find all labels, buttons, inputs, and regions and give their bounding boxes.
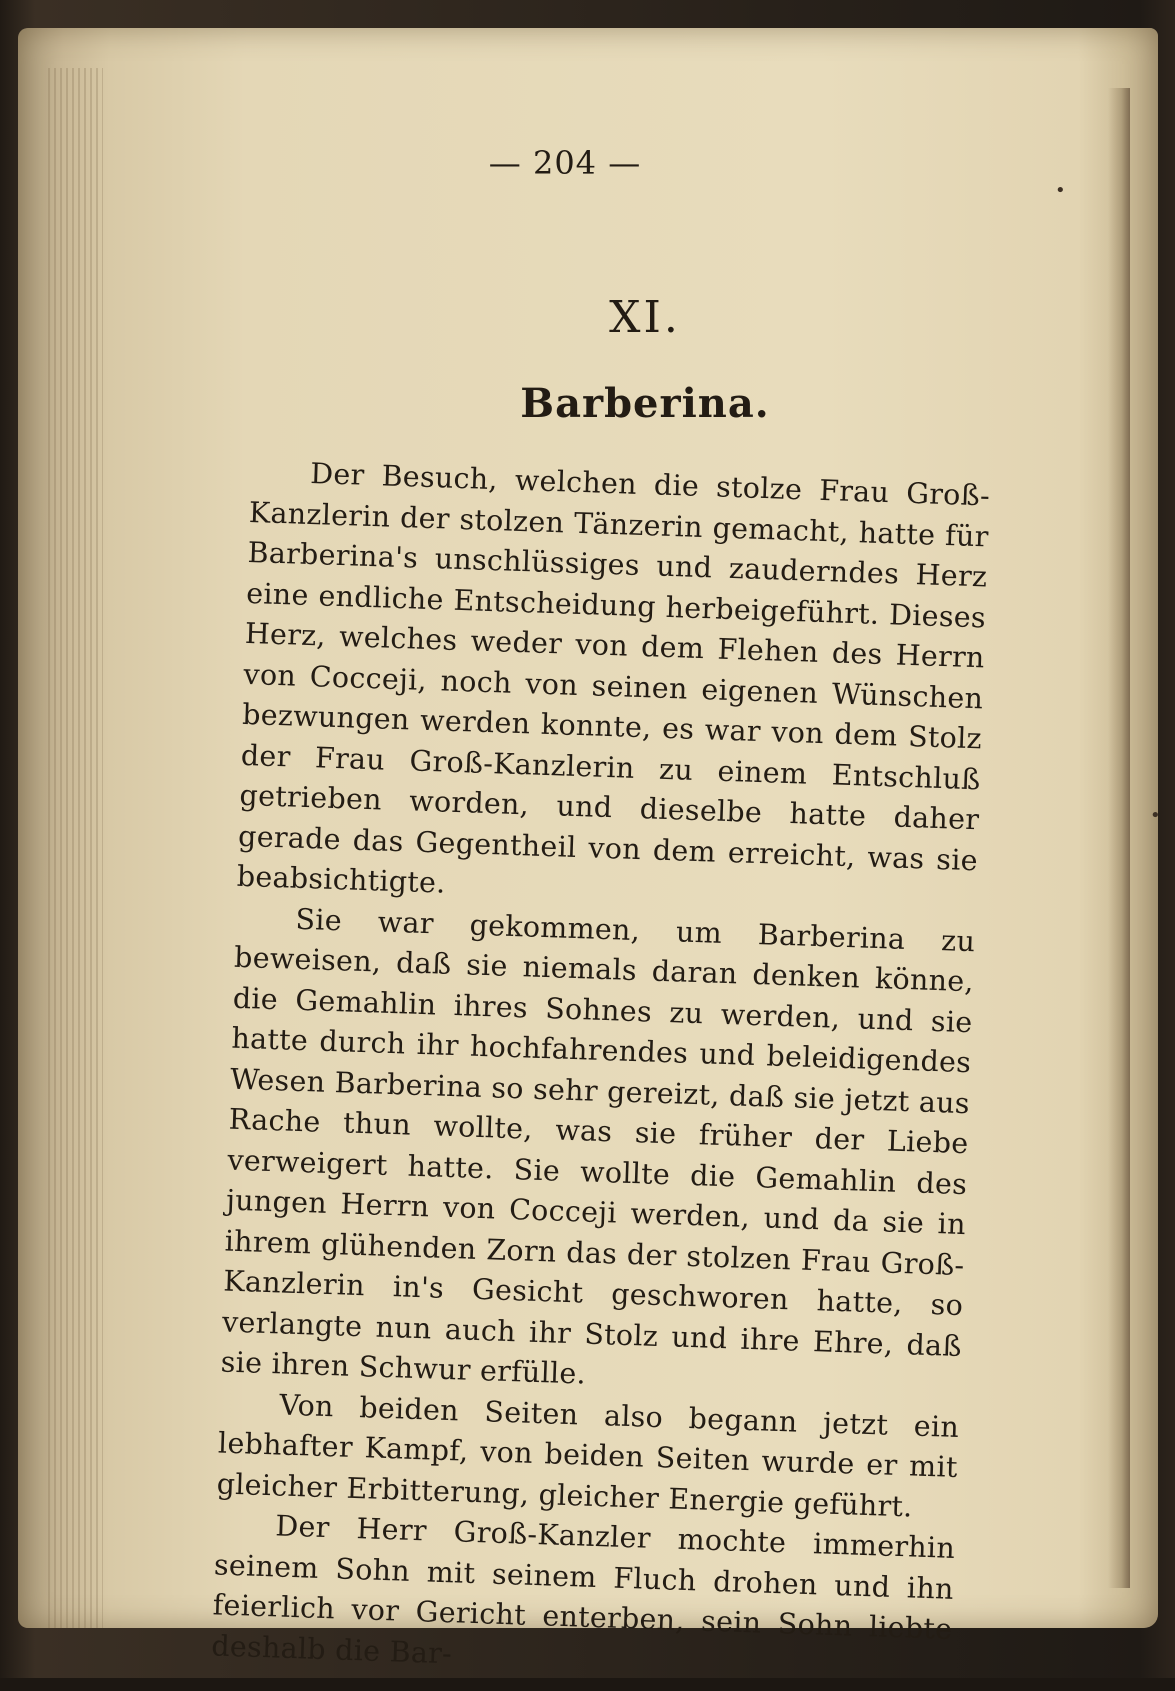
chapter-numeral: XI. bbox=[609, 292, 681, 343]
page-number: — 204 — bbox=[488, 144, 642, 182]
paragraph: Der Herr Groß-Kanzler mochte immerhin seinem Sohn mit seinem Fluch drohen und ihn feierlich vor Gericht enterben, sein Sohn liebte deshalb die Bar- bbox=[210, 1509, 956, 1670]
paragraph: Sie war gekommen, um Barberina zu beweisen, daß sie niemals daran denken könne, die Gemahlin ihres Sohnes zu werden, und sie hatte durch ihr hochfahrendes und beleidigendes Wesen Barberina so sehr gereizt, daß sie jetzt aus Rache thun wollte, was sie früher der Liebe verweigert hatte. Sie wollte die Gemahlin des jungen Herrn von Cocceji werden, und da sie in ihrem glühenden Zorn das der stolzen Frau Groß-Kanzlerin in's Gesicht geschworen hatte, so verlangte nun auch ihr Stolz und ihre Ehre, daß sie ihren Schwur erfülle. bbox=[220, 902, 976, 1391]
body-text bbox=[211, 452, 991, 1691]
page-content bbox=[210, 130, 1065, 1670]
chapter-title: Barberina. bbox=[520, 380, 770, 427]
paragraph: Der Besuch, welchen die stolze Frau Groß-Kanzlerin der stolzen Tänzerin gemacht, hatte für Barberina's unschlüssiges und zauderndes Herz eine endliche Entscheidung herbeigeführt. Dieses Herz, welches weder von dem Flehen des Herrn von Cocceji, noch von seinen eigenen Wünschen bezwungen werden konnte, es war von dem Stolz der Frau Groß-Kanzlerin zu einem Entschluß getrieben worden, und dieselbe hatte daher gerade das Gegentheil von dem erreicht, was sie beabsichtigte. bbox=[236, 456, 991, 900]
paper-speck: • bbox=[1055, 180, 1066, 201]
page-gutter bbox=[1108, 88, 1130, 1588]
page-edges bbox=[48, 68, 103, 1628]
paragraph: Von beiden Seiten also begann jetzt ein lebhafter Kampf, von beiden Seiten wurde er mit gleicher Erbitterung, gleicher Energie geführt. bbox=[216, 1387, 960, 1524]
paper-speck: • bbox=[1150, 805, 1161, 826]
